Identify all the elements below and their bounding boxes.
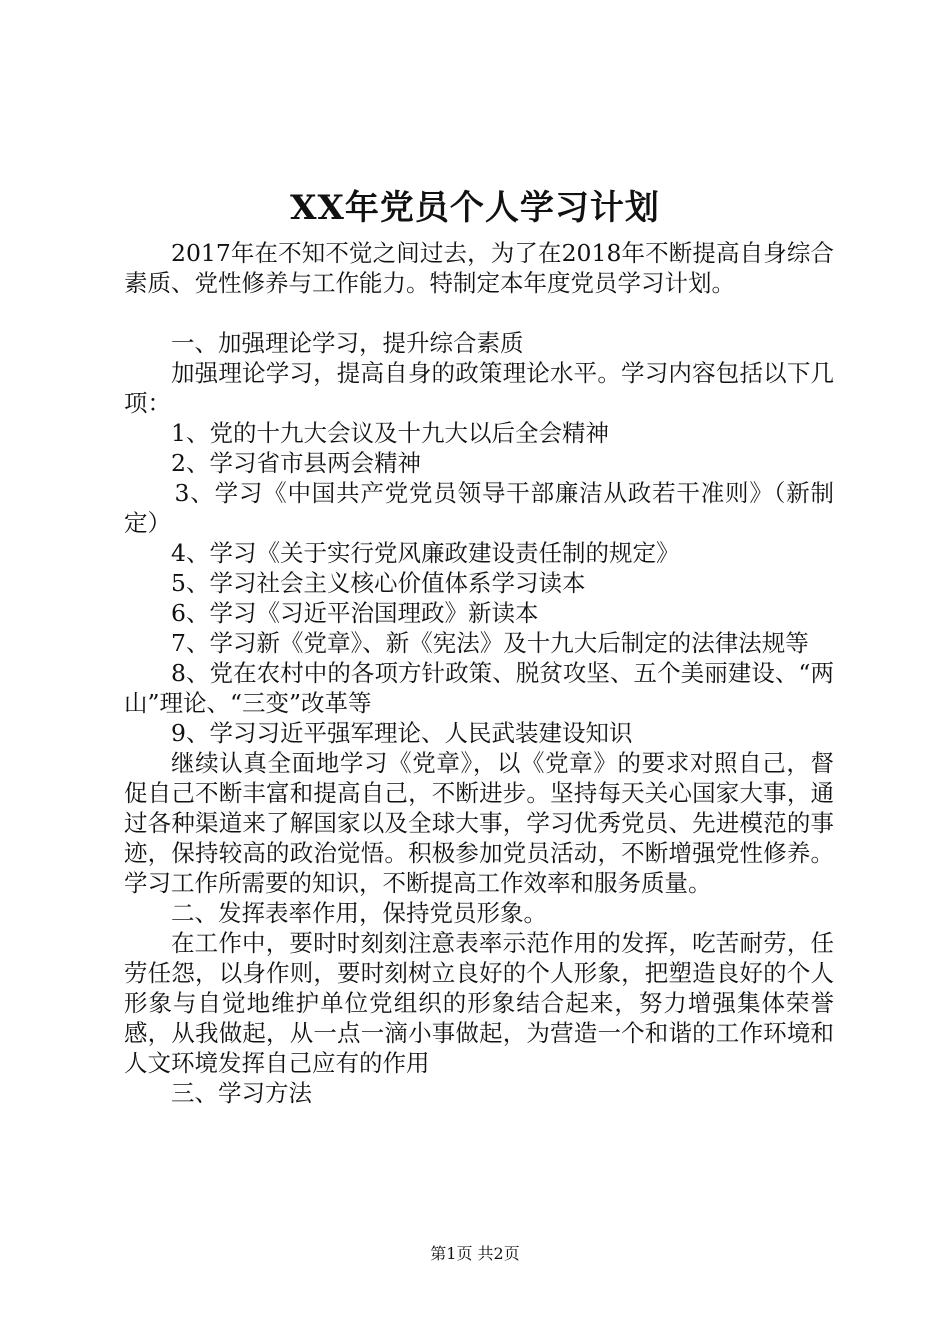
list-item-2: 2、学习省市县两会精神 (171, 449, 421, 477)
body-paragraph: 加强理论学习，提高自身的政策理论水平。学习内容包括以下几项： (124, 359, 834, 417)
list-item-5: 5、学习社会主义核心价值体系学习读本 (171, 569, 586, 597)
list-item-6: 6、学习《习近平治国理政》新读本 (171, 599, 539, 627)
section-heading-1: 一、加强理论学习，提升综合素质 (171, 329, 524, 357)
section-heading-3: 三、学习方法 (171, 1079, 312, 1107)
list-item-1: 1、党的十九大会议及十九大以后全会精神 (171, 419, 609, 447)
document-title: XX年党员个人学习计划 (290, 188, 660, 228)
list-item-4: 4、学习《关于实行党风廉政建设责任制的规定》 (171, 539, 680, 567)
body-paragraph: 继续认真全面地学习《党章》，以《党章》的要求对照自己，督促自己不断丰富和提高自己，不断进步。坚持每天关心国家大事，通过各种渠道来了解国家以及全球大事，学习优秀党员、先进模范的事迹，保持较高的政治觉悟。积极参加党员活动，不断增强党性修养。学习工作所需要的知识，不断提高工作效率和服务质量。 (124, 749, 834, 897)
list-item-9: 9、学习习近平强军理论、人民武装建设知识 (171, 719, 633, 747)
intro-paragraph: 2017年在不知不觉之间过去，为了在2018年不断提高自身综合素质、党性修养与工作能力。特制定本年度党员学习计划。 (124, 239, 834, 297)
page-footer: 第1页 共2页 (430, 1244, 520, 1263)
list-item-3: 3、学习《中国共产党党员领导干部廉洁从政若干准则》（新制定） (124, 479, 834, 537)
list-item-7: 7、学习新《党章》、新《宪法》及十九大后制定的法律法规等 (171, 629, 809, 657)
section-heading-2: 二、发挥表率作用，保持党员形象。 (171, 899, 547, 927)
list-item-8: 8、党在农村中的各项方针政策、脱贫攻坚、五个美丽建设、“两山”理论、“三变”改革等 (124, 659, 834, 717)
document-body (124, 238, 834, 1108)
body-paragraph: 在工作中，要时时刻刻注意表率示范作用的发挥，吃苦耐劳，任劳任怨，以身作则，要时刻树立良好的个人形象，把塑造良好的个人形象与自觉地维护单位党组织的形象结合起来，努力增强集体荣誉感，从我做起，从一点一滴小事做起，为营造一个和谐的工作环境和人文环境发挥自己应有的作用 (124, 929, 834, 1077)
